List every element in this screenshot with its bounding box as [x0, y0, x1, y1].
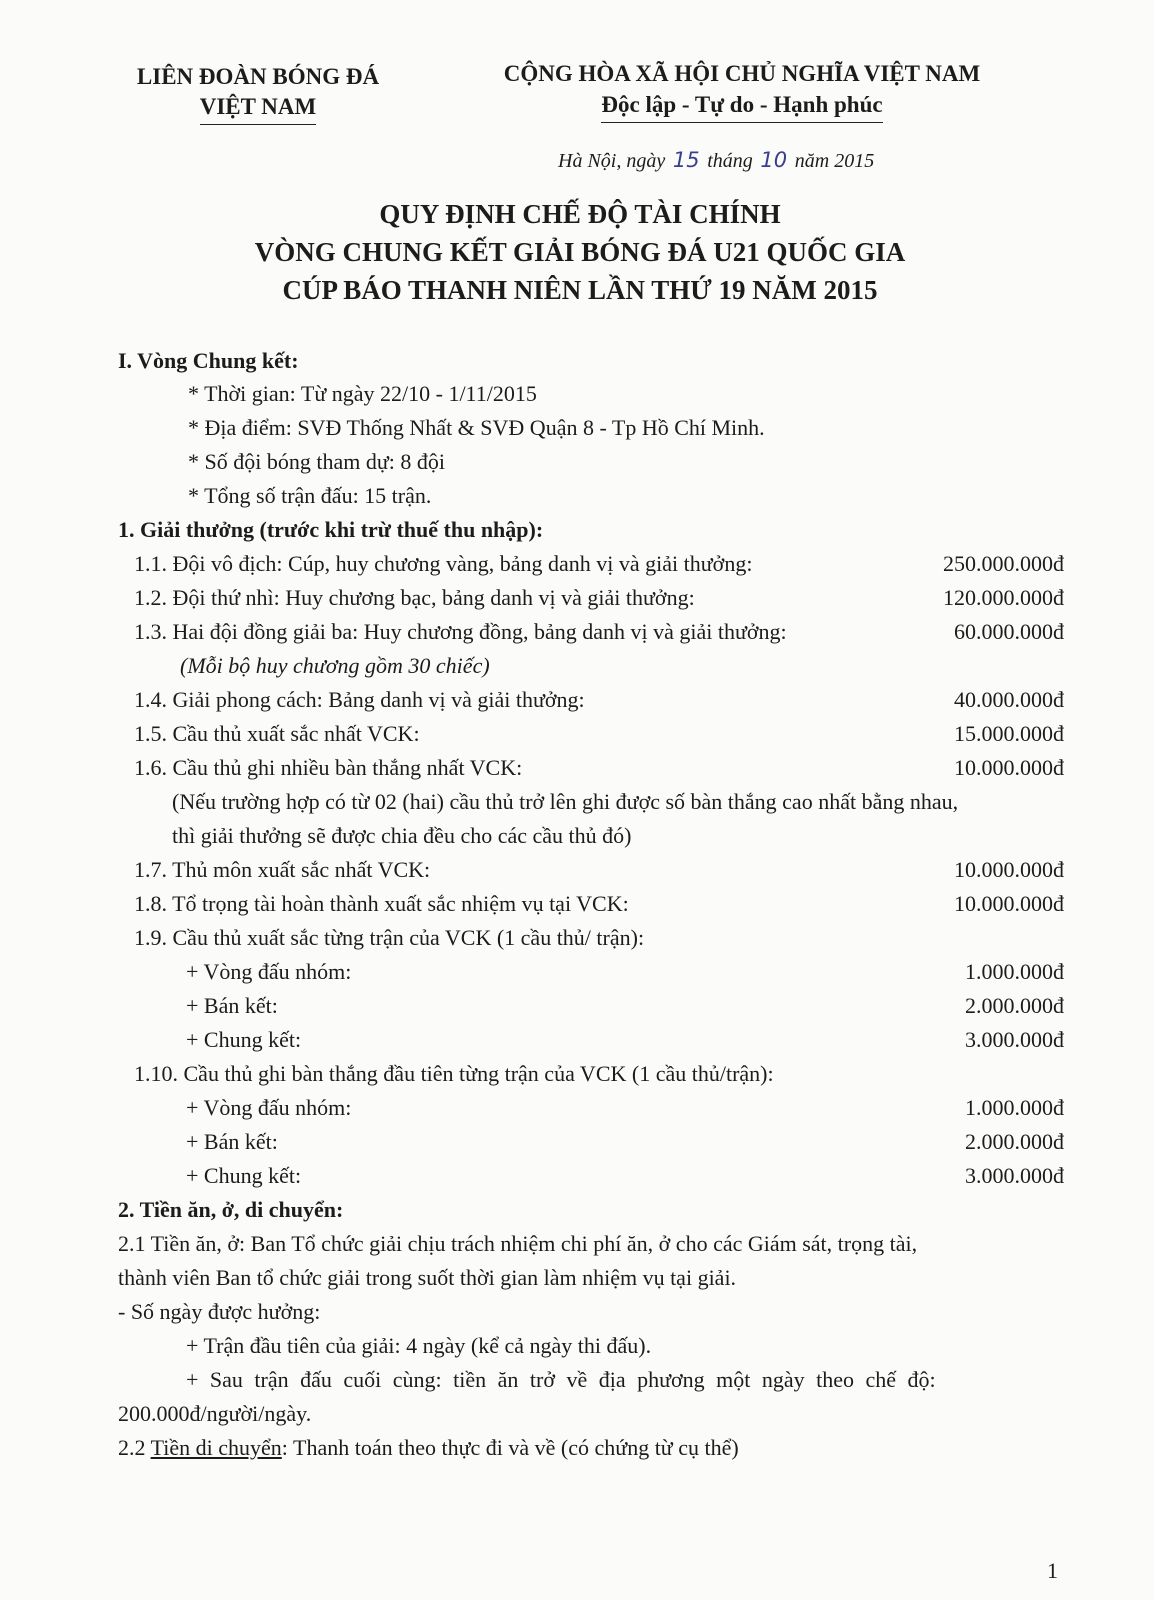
days-entitled-label: - Số ngày được hưởng:: [118, 1299, 321, 1324]
date-month-label: tháng: [707, 150, 753, 172]
prize-label: 1.7. Thủ môn xuất sắc nhất VCK:: [134, 857, 431, 882]
sub-prize-label: + Bán kết:: [186, 993, 278, 1018]
section-final-round-heading: I. Vòng Chung kết:: [118, 348, 299, 373]
final-round-teams: * Số đội bóng tham dự: 8 đội: [188, 449, 445, 474]
sub-prize-amount: 3.000.000đ: [965, 1027, 1064, 1052]
best-player-per-match-label: 1.9. Cầu thủ xuất sắc từng trận của VCK (1 cầu thủ/ trận):: [134, 925, 645, 950]
prize-amount: 15.000.000đ: [954, 721, 1064, 746]
travel-prefix: 2.2: [118, 1435, 146, 1460]
expenses-heading: 2. Tiền ăn, ở, di chuyển:: [118, 1197, 344, 1222]
date-month-handwritten: 10: [760, 148, 788, 172]
date-prefix: Hà Nội, ngày: [558, 150, 666, 172]
sub-prize-amount: 2.000.000đ: [965, 993, 1064, 1018]
prize-amount: 40.000.000đ: [954, 687, 1064, 712]
sub-prize-label: + Bán kết:: [186, 1129, 278, 1154]
prize-label: 1.5. Cầu thủ xuất sắc nhất VCK:: [134, 721, 420, 746]
sub-prize-amount: 1.000.000đ: [965, 959, 1064, 984]
prize-amount: 10.000.000đ: [954, 755, 1064, 780]
sub-prize-amount: 1.000.000đ: [965, 1095, 1064, 1120]
accommodation-line2: thành viên Ban tổ chức giải trong suốt thời gian làm nhiệm vụ tại giải.: [118, 1265, 737, 1290]
prize-amount: 10.000.000đ: [954, 857, 1064, 882]
prize-label: 1.1. Đội vô địch: Cúp, huy chương vàng, bảng danh vị và giải thưởng:: [134, 551, 753, 576]
prize-label: 1.6. Cầu thủ ghi nhiều bàn thắng nhất VCK:: [134, 755, 523, 780]
sub-prize-label: + Chung kết:: [186, 1163, 302, 1188]
prize-amount: 250.000.000đ: [943, 551, 1064, 576]
prize-label: 1.2. Đội thứ nhì: Huy chương bạc, bảng danh vị và giải thưởng:: [134, 585, 695, 610]
medal-note: (Mỗi bộ huy chương gồm 30 chiếc): [180, 653, 490, 678]
sub-prize-amount: 2.000.000đ: [965, 1129, 1064, 1154]
accommodation-line1: 2.1 Tiền ăn, ở: Ban Tổ chức giải chịu trách nhiệm chi phí ăn, ở cho các Giám sát, trọng tài,: [118, 1231, 918, 1256]
prizes-heading: 1. Giải thưởng (trước khi trừ thuế thu nhập):: [118, 517, 544, 542]
tie-note-line1: (Nếu trường hợp có từ 02 (hai) cầu thủ trở lên ghi được số bàn thắng cao nhất bằng nhau,: [172, 789, 959, 814]
travel-expenses: [118, 1435, 739, 1461]
travel-text: : Thanh toán theo thực đi và về (có chứng từ cụ thể): [281, 1435, 739, 1460]
prize-amount: 10.000.000đ: [954, 891, 1064, 916]
date-suffix: năm 2015: [794, 150, 875, 172]
document-date: [558, 148, 874, 173]
organization-name-line2: VIỆT NAM: [200, 92, 317, 125]
final-round-venue: * Địa điểm: SVĐ Thống Nhất & SVĐ Quận 8 - Tp Hồ Chí Minh.: [188, 415, 765, 440]
sub-prize-label: + Vòng đấu nhóm:: [186, 1095, 352, 1120]
prize-label: 1.4. Giải phong cách: Bảng danh vị và giải thưởng:: [134, 687, 585, 712]
document-title-line3: CÚP BÁO THANH NIÊN LẦN THỨ 19 NĂM 2015: [282, 275, 878, 305]
national-title: CỘNG HÒA XÃ HỘI CHỦ NGHĨA VIỆT NAM: [503, 61, 981, 86]
prize-label: 1.8. Tổ trọng tài hoàn thành xuất sắc nhiệm vụ tại VCK:: [134, 891, 629, 916]
page-number: 1: [1047, 1558, 1058, 1583]
final-round-time: * Thời gian: Từ ngày 22/10 - 1/11/2015: [188, 381, 537, 406]
tie-note-line2: thì giải thưởng sẽ được chia đều cho các cầu thủ đó): [172, 823, 632, 848]
sub-prize-label: + Chung kết:: [186, 1027, 302, 1052]
document-title-line2: VÒNG CHUNG KẾT GIẢI BÓNG ĐÁ U21 QUỐC GIA: [254, 237, 906, 267]
first-match-days: + Trận đầu tiên của giải: 4 ngày (kể cả ngày thi đấu).: [186, 1333, 652, 1358]
prize-amount: 120.000.000đ: [943, 585, 1064, 610]
national-header: [442, 58, 1042, 123]
sub-prize-amount: 3.000.000đ: [965, 1163, 1064, 1188]
sub-prize-label: + Vòng đấu nhóm:: [186, 959, 352, 984]
date-day-handwritten: 15: [672, 148, 700, 172]
last-match-line1: + Sau trận đấu cuối cùng: tiền ăn trở về địa phương một ngày theo chế độ:: [186, 1367, 936, 1392]
national-motto: Độc lập - Tự do - Hạnh phúc: [601, 89, 882, 123]
prize-label: 1.3. Hai đội đồng giải ba: Huy chương đồng, bảng danh vị và giải thưởng:: [134, 619, 787, 644]
prize-amount: 60.000.000đ: [954, 619, 1064, 644]
final-round-matches: * Tổng số trận đấu: 15 trận.: [188, 483, 432, 508]
organization-name-line1: LIÊN ĐOÀN BÓNG ĐÁ: [136, 64, 380, 89]
document-title-line1: QUY ĐỊNH CHẾ ĐỘ TÀI CHÍNH: [379, 199, 781, 229]
first-goal-per-match-label: 1.10. Cầu thủ ghi bàn thắng đầu tiên từng trận của VCK (1 cầu thủ/trận):: [134, 1061, 774, 1086]
organization-header: [128, 62, 388, 125]
travel-label: Tiền di chuyển: [150, 1435, 282, 1460]
last-match-line2: 200.000đ/người/ngày.: [118, 1401, 312, 1426]
